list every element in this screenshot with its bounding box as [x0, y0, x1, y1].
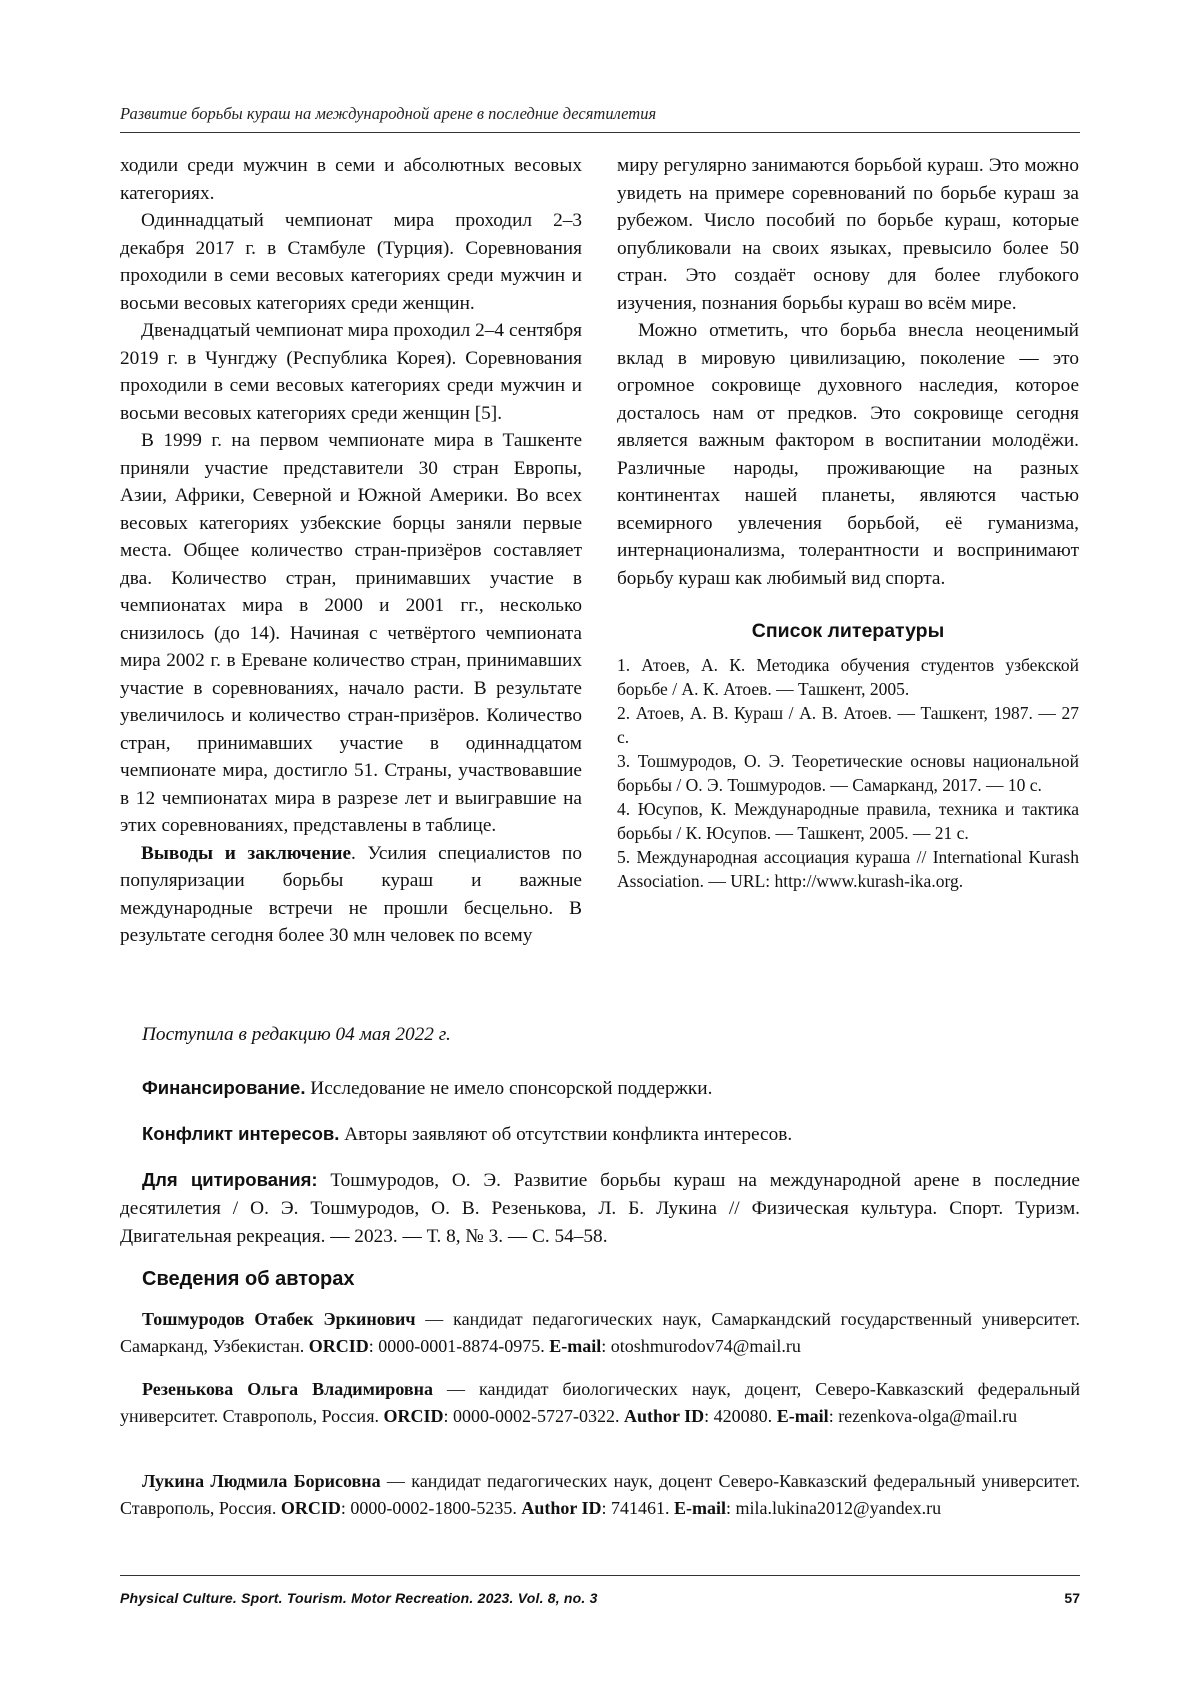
paragraph: миру регулярно занимаются борьбой кураш. Это можно увидеть на примере соревнований по борьбе кураш за рубежом. Число пособий по борьбе кураш, которые опубликовали на своих языках, превысило более 50 стран. Это создаёт основу для более глубокого изучения, познания борьбы кураш во всём мире.	[617, 155, 1079, 314]
author-id-value: : 741461.	[601, 1498, 675, 1518]
author-id-label: Author ID	[623, 1406, 705, 1426]
authors-title: Сведения об авторах	[142, 1268, 355, 1290]
citation-note	[120, 1166, 1080, 1251]
email-label: E-mail	[549, 1336, 602, 1356]
received-date: Поступила в редакцию 04 мая 2022 г.	[142, 1024, 451, 1045]
email-label: E-mail	[776, 1406, 829, 1426]
orcid-value: : 0000-0001-8874-0975.	[368, 1336, 550, 1356]
author-name: Тошмуродов Отабек Эркинович	[142, 1309, 416, 1329]
page-number: 57	[1064, 1590, 1080, 1606]
reference-item: 3. Тошмуродов, О. Э. Теоретические основы национальной борьбы / О. Э. Тошмуродов. — Самарканд, 2017. — 10 с.	[617, 751, 1079, 795]
author-entry	[120, 1376, 1080, 1430]
reference-item: 5. Международная ассоциация кураша // International Kurash Association. — URL: http://www.kurash-ika.org.	[617, 847, 1079, 891]
paragraph: В 1999 г. на первом чемпионате мира в Ташкенте приняли участие представители 30 стран Европы, Азии, Африки, Северной и Южной Америки. Во всех весовых категориях узбекские борцы заняли первые места. Общее количество стран-призёров составляет два. Количество стран, принимавших участие в чемпионатах мира в 2000 и 2001 гг., несколько снизилось (до 14). Начиная с четвёртого чемпионата мира 2002 г. в Ереване количество стран, принимавших участие в соревнованиях, начало расти. В результате увеличилось и количество стран-призёров. Количество стран, принимавших участие в одиннадцатом чемпионате мира, достигло 51. Страны, участвовавшие в 12 чемпионатах мира в разрезе лет и выигравшие на этих соревнованиях, представлены в таблице.	[120, 430, 582, 836]
orcid-label: ORCID	[280, 1498, 341, 1518]
author-desc: — кандидат биологических наук, доцент, Северо-Кавказский федеральный университет. Ставрополь, Россия.	[120, 1379, 1080, 1426]
running-title: Развитие борьбы кураш на международной арене в последние десятилетия	[120, 104, 657, 123]
orcid-label: ORCID	[308, 1336, 369, 1356]
author-desc: — кандидат педагогических наук, Самаркандский государственный университет. Самарканд, Узбекистан.	[120, 1309, 1080, 1356]
email-label: E-mail	[674, 1498, 727, 1518]
footer-journal: Physical Culture. Sport. Tourism. Motor Recreation. 2023. Vol. 8, no. 3	[120, 1590, 598, 1606]
email-value: : rezenkova-olga@mail.ru	[828, 1406, 1018, 1426]
orcid-value: : 0000-0002-1800-5235.	[340, 1498, 522, 1518]
paragraph: Можно отметить, что борьба внесла неоценимый вклад в мировую цивилизацию, поколение — это огромное сокровище духовного наследия, которое досталось нам от предков. Это сокровище сегодня является важным фактором в воспитании молодёжи. Различные народы, проживающие на разных континентах нашей планеты, являются частью всемирного увлечения борьбой, её гуманизма, интернационализма, толерантности и воспринимают борьбу кураш как любимый вид спорта.	[617, 320, 1079, 589]
orcid-label: ORCID	[383, 1406, 444, 1426]
reference-item: 2. Атоев, А. В. Кураш / А. В. Атоев. — Ташкент, 1987. — 27 с.	[617, 703, 1079, 747]
paragraph: Одиннадцатый чемпионат мира проходил 2–3 декабря 2017 г. в Стамбуле (Турция). Соревнования проходили в семи весовых категориях среди мужчин и восьми весовых категориях среди женщин.	[120, 210, 582, 314]
conflict-label: Конфликт интересов.	[142, 1123, 340, 1144]
references-title: Список литературы	[751, 620, 945, 642]
header-rule	[120, 132, 1080, 133]
author-entry	[120, 1468, 1080, 1522]
author-name: Резенькова Ольга Владимировна	[142, 1379, 433, 1399]
reference-item: 1. Атоев, А. К. Методика обучения студентов узбекской борьбе / А. К. Атоев. — Ташкент, 2005.	[617, 655, 1079, 699]
author-desc: — кандидат педагогических наук, доцент Северо-Кавказский федеральный университет. Ставрополь, Россия.	[120, 1471, 1080, 1518]
citation-text: Тошмуродов, О. Э. Развитие борьбы кураш на международной арене в последние десятилетия / О. Э. Тошмуродов, О. В. Резенькова, Л. Б. Лукина // Физическая культура. Спорт. Туризм. Двигательная рекреация. — 2023. — Т. 8, № 3. — С. 54–58.	[120, 1170, 1080, 1247]
email-value: : otoshmurodov74@mail.ru	[601, 1336, 801, 1356]
conflict-note	[120, 1120, 1080, 1149]
author-id-value: : 420080.	[704, 1406, 777, 1426]
reference-item: 4. Юсупов, К. Международные правила, техника и тактика борьбы / К. Юсупов. — Ташкент, 2005. — 21 с.	[617, 799, 1079, 843]
footer-rule	[120, 1575, 1080, 1576]
orcid-value: : 0000-0002-5727-0322.	[443, 1406, 624, 1426]
author-entry	[120, 1306, 1080, 1360]
funding-label: Финансирование.	[142, 1077, 306, 1098]
funding-text: Исследование не имело спонсорской поддержки.	[305, 1078, 713, 1099]
conclusions-lead: Выводы и заключение	[141, 842, 352, 864]
author-id-label: Author ID	[521, 1498, 602, 1518]
conclusions-paragraph	[120, 840, 582, 950]
conclusions-text: . Усилия специалистов по популяризации борьбы кураш и важные международные встречи не прошли бесцельно. В результате сегодня более 30 млн человек по всему	[120, 842, 582, 946]
left-column	[120, 152, 582, 950]
paragraph: ходили среди мужчин в семи и абсолютных весовых категориях.	[120, 155, 582, 204]
citation-label: Для цитирования:	[142, 1169, 318, 1190]
paragraph: Двенадцатый чемпионат мира проходил 2–4 сентября 2019 г. в Чунгджу (Республика Корея). Соревнования проходили в семи весовых категориях среди мужчин и восьми весовых категориях среди женщин [5].	[120, 320, 582, 424]
author-name: Лукина Людмила Борисовна	[142, 1471, 381, 1491]
funding-note	[120, 1074, 1080, 1103]
conflict-text: Авторы заявляют об отсутствии конфликта интересов.	[339, 1124, 793, 1145]
right-column	[617, 152, 1079, 893]
email-value: : mila.lukina2012@yandex.ru	[726, 1498, 942, 1518]
